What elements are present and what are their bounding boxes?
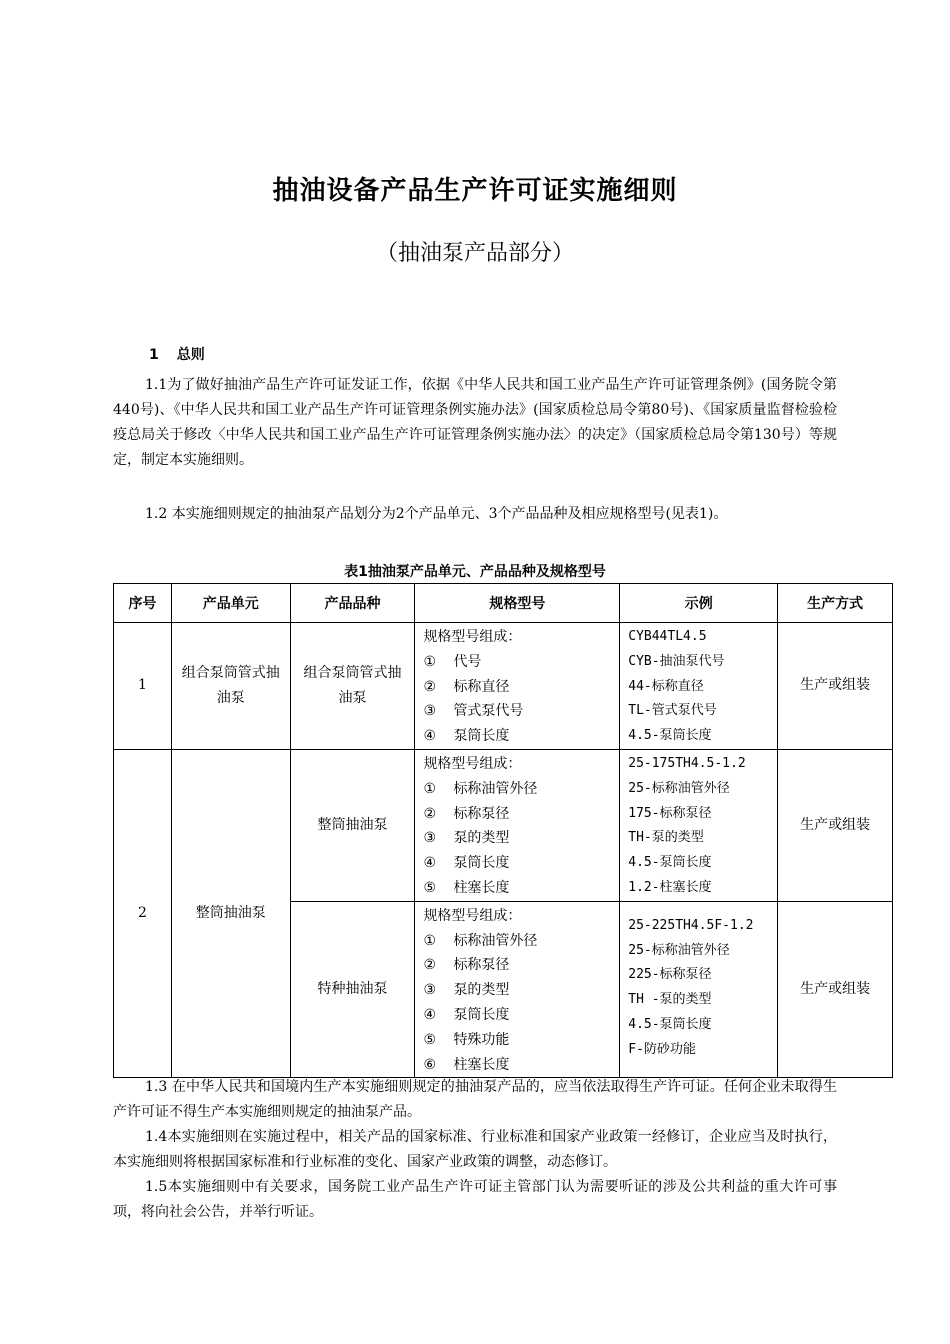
example-line: F-防砂功能 [628,1041,696,1057]
spec-item: ② 标称泵径 [423,805,510,822]
header-method: 生产方式 [778,584,893,623]
variety-text: 组合泵筒管式抽油泵 [303,664,402,706]
cell-variety [290,623,415,750]
product-table [113,583,893,1078]
document-title: 抽油设备产品生产许可证实施细则 [272,176,678,206]
example-line: 4.5-泵筒长度 [628,855,712,871]
paragraph-1-3: 1.3 在中华人民共和国境内生产本实施细则规定的抽油泵产品的，应当依法取得生产许可证。任何企业未取得生产许可证不得生产本实施细则规定的抽油泵产品。 [113,1079,837,1120]
spec-item: ① 代号 [423,653,482,670]
spec-item: ⑤ 柱塞长度 [423,879,510,896]
cell-seq: 1 [114,623,172,750]
table-caption: 表1抽油泵产品单元、产品品种及规格型号 [344,564,606,580]
spec-item: ② 标称直径 [423,678,510,695]
document-subtitle: （抽油泵产品部分） [375,241,574,266]
cell-example [620,749,778,901]
header-unit: 产品单元 [171,584,290,623]
spec-item: ④ 泵筒长度 [423,1006,510,1023]
cell-seq: 2 [114,749,172,1077]
example-line: 4.5-泵筒长度 [628,1016,712,1032]
section-heading [113,344,837,364]
spec-item: ⑤ 特殊功能 [423,1031,510,1048]
cell-unit [171,623,290,750]
example-line: TL-管式泵代号 [628,703,717,719]
example-line: 4.5-泵筒长度 [628,728,712,744]
header-variety: 产品品种 [290,584,415,623]
header-spec: 规格型号 [415,584,620,623]
example-line: TH-泵的类型 [628,830,704,846]
example-line: 175-标称泵径 [628,805,712,821]
example-line: CYB44TL4.5 [628,629,707,644]
cell-method: 生产或组装 [778,901,893,1078]
spec-item: ③ 管式泵代号 [423,703,524,720]
cell-variety: 特种抽油泵 [290,901,415,1078]
spec-item: ④ 泵筒长度 [423,855,510,872]
spec-heading: 规格型号组成： [423,629,522,645]
example-line: TH -泵的类型 [628,992,712,1008]
spec-heading: 规格型号组成： [423,907,522,924]
spec-item: ③ 泵的类型 [423,982,510,999]
cell-unit: 整筒抽油泵 [171,749,290,1077]
spec-item: ② 标称泵径 [423,957,510,974]
section-number: 1 [149,347,159,363]
header-example: 示例 [620,584,778,623]
cell-example [620,623,778,750]
cell-example [620,901,778,1078]
cell-method: 生产或组装 [778,749,893,901]
unit-text: 组合泵筒管式抽油泵 [181,664,280,706]
paragraph-1-4: 1.4本实施细则在实施过程中，相关产品的国家标准、行业标准和国家产业政策一经修订，企业应当及时执行，本实施细则将根据国家标准和行业标准的变化、国家产业政策的调整，动态修订。 [113,1129,837,1170]
table-header-row [114,584,893,623]
cell-spec [415,901,620,1078]
example-line: 25-标称油管外径 [628,942,730,958]
example-line: 44-标称直径 [628,678,704,694]
cell-method: 生产或组装 [778,623,893,750]
example-line: 1.2-柱塞长度 [628,879,712,895]
paragraph-1-5: 1.5本实施细则中有关要求，国务院工业产品生产许可证主管部门认为需要听证的涉及公共利益的重大许可事项，将向社会公告，并举行听证。 [113,1179,837,1220]
example-line: CYB-抽油泵代号 [628,653,725,669]
spec-item: ④ 泵筒长度 [423,728,510,745]
example-line: 25-175TH4.5-1.2 [628,755,746,771]
spec-item: ① 标称油管外径 [423,932,538,949]
paragraph-1-2: 1.2 本实施细则规定的抽油泵产品划分为2个产品单元、3个产品品种及相应规格型号(见表1)。 [145,506,728,522]
header-seq: 序号 [114,584,172,623]
table-row [114,749,893,901]
spec-heading: 规格型号组成： [423,755,522,772]
paragraph-1-1: 1.1为了做好抽油产品生产许可证发证工作，依据《中华人民共和国工业产品生产许可证管理条例》(国务院令第440号)、《中华人民共和国工业产品生产许可证管理条例实施办法》(国家质检总局令第80号)、《国家质量监督检验检疫总局关于修改〈中华人民共和国工业产品生产许可证管理条例实施办法〉的决定》（国家质检总局令第130号）等规定，制定本实施细则。 [113,377,837,468]
spec-item: ① 标称油管外径 [423,780,538,797]
spec-item: ③ 泵的类型 [423,830,510,847]
cell-variety: 整筒抽油泵 [290,749,415,901]
section-title: 总则 [176,347,205,363]
table-row [114,623,893,750]
example-line: 25-标称油管外径 [628,780,730,796]
example-line: 225-标称泵径 [628,967,712,983]
spec-item: ⑥ 柱塞长度 [423,1056,510,1073]
cell-spec [415,749,620,901]
cell-spec [415,623,620,750]
example-line: 25-225TH4.5F-1.2 [628,917,754,933]
